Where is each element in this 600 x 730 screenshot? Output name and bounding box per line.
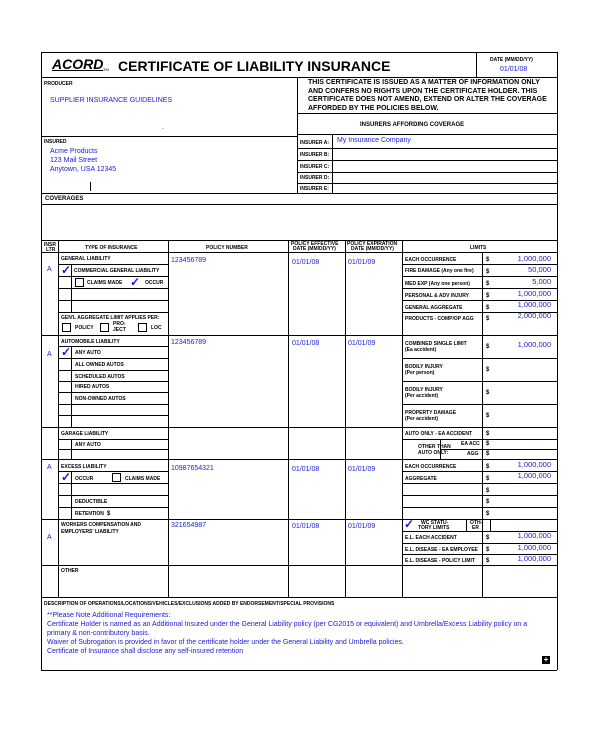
excess-policy-number: 10987654321 [171,465,214,472]
excess-aggregate-value: 1,000,000 [517,471,551,480]
currency-symbol: $ [486,511,490,517]
currency-symbol: $ [486,431,490,437]
col-effective-1: POLICY EFFECTIVE [291,241,339,247]
any-auto-check-icon[interactable]: ✓ [61,345,72,359]
auto-only-ea-accident-label: AUTO ONLY - EA ACCIDENT [405,431,473,437]
retention-label: RETENTION [75,511,104,517]
excess-aggregate-label: AGGREGATE [405,476,437,482]
garage-any-auto-label: ANY AUTO [75,442,101,448]
description-line-1: **Please Note Additional Requirements: [47,612,171,619]
workers-insurer-letter: A [47,534,52,541]
currency-symbol: $ [486,464,490,470]
currency-symbol: $ [486,344,490,350]
agg-loc-label: LOC [151,325,162,331]
currency-symbol: $ [486,293,490,299]
combined-single-limit-value: 1,000,000 [517,340,551,349]
workers-comp-title-2: EMPLOYERS' LIABILITY [61,529,119,535]
excess-claims-made-checkbox[interactable] [112,473,121,482]
agg-policy-checkbox[interactable] [62,323,71,332]
currency-symbol: $ [486,367,490,373]
general-liability-title: GENERAL LIABILITY [61,256,111,262]
excess-claims-made-label: CLAIMS MADE [125,476,161,482]
currency-symbol: $ [486,269,490,275]
insured-line-2: 123 Mail Street [50,157,98,164]
other-than-label-2: AUTO ONLY: [418,450,449,456]
currency-symbol: $ [486,558,490,564]
agg-project-checkbox[interactable] [100,323,109,332]
bodily-injury-person-label: BODILY INJURY [405,364,443,370]
el-disease-policy-value: 1,000,000 [517,554,551,563]
col-limits: LIMITS [470,245,487,251]
col-ltr: LTR [46,247,56,253]
excess-insurer-letter: A [47,464,52,471]
workers-comp-title-1: WORKERS COMPENSATION AND [61,522,141,528]
gen-agg-title: GEN'L AGGREGATE LIMIT APPLIES PER: [61,315,160,321]
currency-symbol: $ [486,476,490,482]
producer-dot: . [162,124,164,131]
agg-label: AGG [467,451,479,457]
currency-symbol: $ [486,488,490,494]
occur-label: OCCUR [145,280,164,286]
limit-products-label: PRODUCTS - COMP/OP AGG [405,316,474,322]
agg-policy-label: POLICY [75,325,94,331]
limit-personal-injury-label: PERSONAL & ADV INJURY [405,293,469,299]
auto-liability-title: AUTOMOBILE LIABILITY [61,339,120,345]
producer-name: SUPPLIER INSURANCE GUIDELINES [50,97,173,104]
acord-logo: ACORD [52,56,104,72]
cgl-check-icon[interactable]: ✓ [61,263,72,277]
description-line-3: primary & non-contributory basis. [47,630,150,637]
insured-label: INSURED [44,139,67,145]
hired-autos-label: HIRED AUTOS [75,384,110,390]
cgl-label: COMMERCIAL GENERAL LIABILITY [74,268,160,274]
insurer-a-value: My Insurance Company [337,137,411,144]
limit-fire-damage-value: 50,000 [528,265,551,274]
col-expiration-1: POLICY EXPIRATION [347,241,398,247]
currency-symbol: $ [486,535,490,541]
wc-statutory-label-2: TORY LIMITS [418,525,450,531]
property-damage-label: PROPERTY DAMAGE [405,410,457,416]
general-insurer-letter: A [47,266,52,273]
col-expiration-2: DATE (MM/DD/YY) [351,246,394,252]
currency-symbol: $ [486,316,490,322]
el-disease-employee-label: E.L. DISEASE - EA EMPLOYEE [405,547,478,553]
expand-plus-icon[interactable]: + [543,655,549,664]
auto-effective-date: 01/01/08 [292,340,320,347]
col-insr: INSR [44,242,56,248]
col-effective-2: DATE (MM/DD/YY) [293,246,336,252]
any-auto-label: ANY AUTO [75,350,101,356]
currency-symbol: $ [486,499,490,505]
col-type: TYPE OF INSURANCE [85,245,138,251]
claims-made-label: CLAIMS MADE [87,280,123,286]
date-label: DATE (MM/DD/YY) [490,57,533,63]
property-damage-sub: (Per accident) [405,416,439,422]
ea-acc-label: EA ACC [461,441,480,447]
currency-symbol: $ [486,390,490,396]
oth-label-1: OTH- [470,520,483,526]
wc-statutory-check-icon[interactable]: ✓ [404,517,415,531]
limit-each-occurrence-value: 1,000,000 [517,254,551,263]
producer-label: PRODUCER [44,81,73,87]
currency-symbol: $ [486,547,490,553]
excess-occur-check-icon[interactable]: ✓ [61,470,72,484]
limit-general-aggregate-value: 1,000,000 [517,300,551,309]
auto-insurer-letter: A [47,351,52,358]
el-each-accident-label: E.L. EACH ACCIDENT [405,535,457,541]
agg-project-label-1: PRO- [113,321,126,327]
el-disease-employee-value: 1,000,000 [517,543,551,552]
limit-products-value: 2,000,000 [517,311,551,320]
excess-each-occurrence-label: EACH OCCURRENCE [405,464,457,470]
workers-expiration-date: 01/01/09 [348,523,376,530]
insurer-b-label: INSURER B: [300,152,330,158]
insurer-d-label: INSURER D: [300,175,330,181]
currency-symbol: $ [486,441,490,447]
general-expiration-date: 01/01/09 [348,259,376,266]
insured-tick [90,182,91,191]
other-title: OTHER [61,568,79,574]
limit-each-occurrence-label: EACH OCCURRENCE [405,257,457,263]
excess-expiration-date: 01/01/09 [348,466,376,473]
excess-occur-label: OCCUR [75,476,94,482]
bodily-injury-accident-sub: (Per accident) [405,393,439,399]
agg-loc-checkbox[interactable] [138,323,147,332]
currency-symbol: $ [486,281,490,287]
auto-expiration-date: 01/01/09 [348,340,376,347]
insured-line-3: Anytown, USA 12345 [50,166,117,173]
insured-line-1: Acme Products [50,148,98,155]
combined-single-limit-label: COMBINED SINGLE LIMIT [405,341,467,347]
el-each-accident-value: 1,000,000 [517,531,551,540]
combined-single-limit-sub: (Ea accident) [405,347,437,353]
bodily-injury-person-sub: (Per person) [405,370,435,376]
description-label: DESCRIPTION OF OPERATIONS/LOCATIONS/VEHICLES/EXCLUSIONS ADDED BY ENDORSEMENT/SPECIAL PROVISIONS [44,601,335,607]
excess-liability-title: EXCESS LIABILITY [61,464,107,470]
oth-label-2: ER [472,525,479,531]
general-policy-number: 123456789 [171,257,207,264]
workers-policy-number: 321654987 [171,522,207,529]
coverages-label: COVERAGES [45,196,84,202]
workers-effective-date: 01/01/08 [292,523,320,530]
bodily-injury-accident-label: BODILY INJURY [405,387,443,393]
general-effective-date: 01/01/08 [292,259,320,266]
excess-each-occurrence-value: 1,000,000 [517,460,551,469]
insurer-c-label: INSURER C: [300,164,330,170]
limit-med-exp-label: MED EXP (Any one person) [405,281,470,287]
occur-check-icon[interactable]: ✓ [130,275,141,289]
insurer-a-label: INSURER A: [300,140,329,146]
limit-fire-damage-label: FIRE DAMAGE (Any one fire) [405,268,474,274]
other-than-label-1: OTHER THAN [418,444,451,450]
insurers-heading: INSURERS AFFORDING COVERAGE [360,122,465,128]
el-disease-policy-label: E.L. DISEASE - POLICY LIMIT [405,558,475,564]
insurer-e-label: INSURER E: [300,186,329,192]
deductible-label: DEDUCTIBLE [75,499,108,505]
claims-made-checkbox[interactable] [75,278,84,287]
certificate-notice: THIS CERTIFICATE IS ISSUED AS A MATTER OF INFORMATION ONLY AND CONFERS NO RIGHTS UPON THE CERTIFICATE HOLDER. THIS CERTIFICATE DOES NOT AMEND, EXTEND OR ALTER THE COVERAGE AFFORDED BY THE POLICIES BELOW. [308,79,547,112]
currency-symbol: $ [486,305,490,311]
non-owned-autos-label: NON-OWNED AUTOS [75,396,126,402]
garage-liability-title: GARAGE LIABILITY [61,431,109,437]
form-title: CERTIFICATE OF LIABILITY INSURANCE [118,58,391,74]
description-line-5: Certificate of Insurance shall disclose any self-insured retention [47,648,244,655]
currency-symbol: $ [486,413,490,419]
limit-general-aggregate-label: GENERAL AGGREGATE [405,305,463,311]
date-value: 01/01/08 [500,66,528,73]
acord-tm: TM [103,67,109,72]
limit-med-exp-value: 5,000 [532,277,551,286]
wc-statutory-label-1: WC STATU- [421,520,449,526]
excess-effective-date: 01/01/08 [292,466,320,473]
limit-personal-injury-value: 1,000,000 [517,289,551,298]
currency-symbol: $ [486,257,490,263]
currency-symbol: $ [107,511,111,517]
currency-symbol: $ [486,451,490,457]
auto-policy-number: 123456789 [171,339,207,346]
all-owned-autos-label: ALL OWNED AUTOS [75,362,124,368]
agg-project-label-2: JECT [113,327,126,333]
description-line-2: Certificate Holder is named as an Additional Insured under the General Liability policy (per CG2015 or equivalent) and Umbrella/Excess Liability policy on a [47,621,528,628]
scheduled-autos-label: SCHEDULED AUTOS [75,374,125,380]
description-line-4: Waiver of Subrogation is provided in favor of the certificate holder under the General Liability and Umbrella policies. [47,639,404,646]
col-policy-number: POLICY NUMBER [206,245,248,251]
